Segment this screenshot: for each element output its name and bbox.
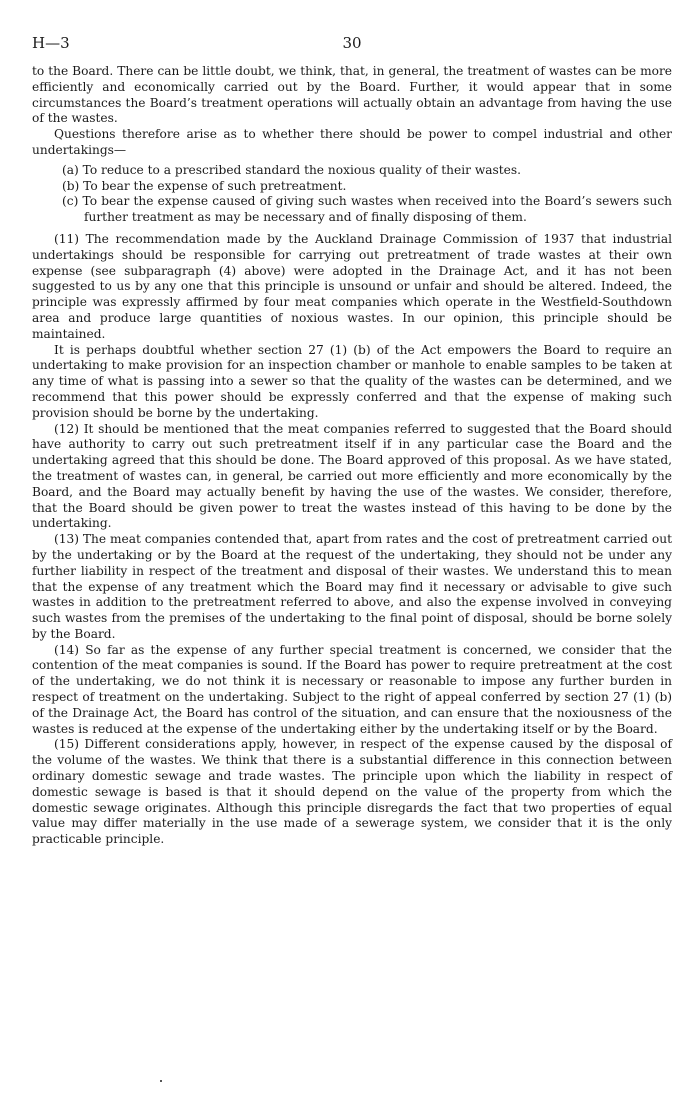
list-item: (b) To bear the expense of such pretreatment.	[62, 178, 347, 193]
paragraph-11: (11) The recommendation made by the Auckland Drainage Commission of 1937 that industrial undertakings should be responsible for carrying out pretreatment of trade wastes at their own expense (see subparagraph (4) above) were adopted in the Drainage Act, and it has not been suggested to us by any one that this principle is unsound or unfair and should be altered. Indeed, the principle was expressly affirmed by four meat companies which operate in the Westfield-Southdown area and produce large quantities of noxious wastes. In our opinion, this principle should be maintained.	[32, 231, 672, 341]
list-item: (c) To bear the expense caused of giving such wastes when received into the Board’s sewers such further treatment as may be necessary and of finally disposing of them.	[62, 194, 672, 225]
page-header	[32, 34, 672, 58]
paragraph-11-continued: It is perhaps doubtful whether section 27 (1) (b) of the Act empowers the Board to require an undertaking to make provision for an inspection chamber or manhole to enable samples to be taken at any time of what is passing into a sewer so that the quality of the wastes can be determined, and we recommend that this power should be expressly conferred and that the expense of making such provision should be borne by the undertaking.	[32, 342, 672, 420]
list-item: (a) To reduce to a prescribed standard the noxious quality of their wastes.	[62, 162, 522, 177]
paragraph-questions: Questions therefore arise as to whether there should be power to compel industrial and other undertakings—	[32, 127, 672, 157]
paragraph-15: (15) Different considerations apply, however, in respect of the expense caused by the disposal of the volume of the wastes. We think that there is a substantial difference in this connection between ordinary domestic sewage and trade wastes. The principle upon which the liability in respect of domestic sewage is based is that it should depend on the value of the property from which the domestic sewage originates. Although this principle disregards the fact that two properties of equal value may differ materially in the use made of a sewerage system, we consider that it is the only practicable principle.	[32, 737, 672, 847]
print-speck	[160, 1080, 162, 1082]
paragraph-14: (14) So far as the expense of any further special treatment is concerned, we consider that the contention of the meat companies is sound. If the Board has power to require pretreatment at the cost of the undertaking, we do not think it is necessary or reasonable to impose any further burden in respect of treatment on the undertaking. Subject to the right of appeal conferred by section 27 (1) (b) of the Drainage Act, the Board has control of the situation, and can ensure that the noxiousness of the wastes is reduced at the expense of the undertaking either by the undertaking itself or by the Board.	[32, 642, 672, 736]
questions-list	[32, 163, 672, 226]
paragraph-13: (13) The meat companies contended that, apart from rates and the cost of pretreatment carried out by the undertaking or by the Board at the request of the undertaking, they should not be under any further liability in respect of the treatment and disposal of their wastes. We understand this to mean that the expense of any treatment which the Board may find it necessary or advisable to give such wastes in addition to the pretreatment referred to above, and also the expense involved in conveying such wastes from the premises of the undertaking to the final point of disposal, should be borne solely by the Board.	[32, 532, 672, 641]
paragraph-12: (12) It should be mentioned that the meat companies referred to suggested that the Board should have authority to carry out such pretreatment itself if in any particular case the Board and the undertaking agreed that this should be done. The Board approved of this proposal. As we have stated, the treatment of wastes can, in general, be carried out more efficiently and more economically by the Board, and the Board may actually benefit by having the use of the wastes. We consider, therefore, that the Board should be given power to treat the wastes instead of this having to be done by the undertaking.	[32, 421, 672, 531]
page-number: 30	[342, 34, 362, 52]
document-code: H—3	[32, 34, 70, 52]
paragraph-intro: to the Board. There can be little doubt, we think, that, in general, the treatment of wastes can be more efficiently and economically carried out by the Board. Further, it would appear that in some circumstances the Board’s treatment operations will actually obtain an advantage from having the use of the wastes.	[32, 64, 672, 126]
